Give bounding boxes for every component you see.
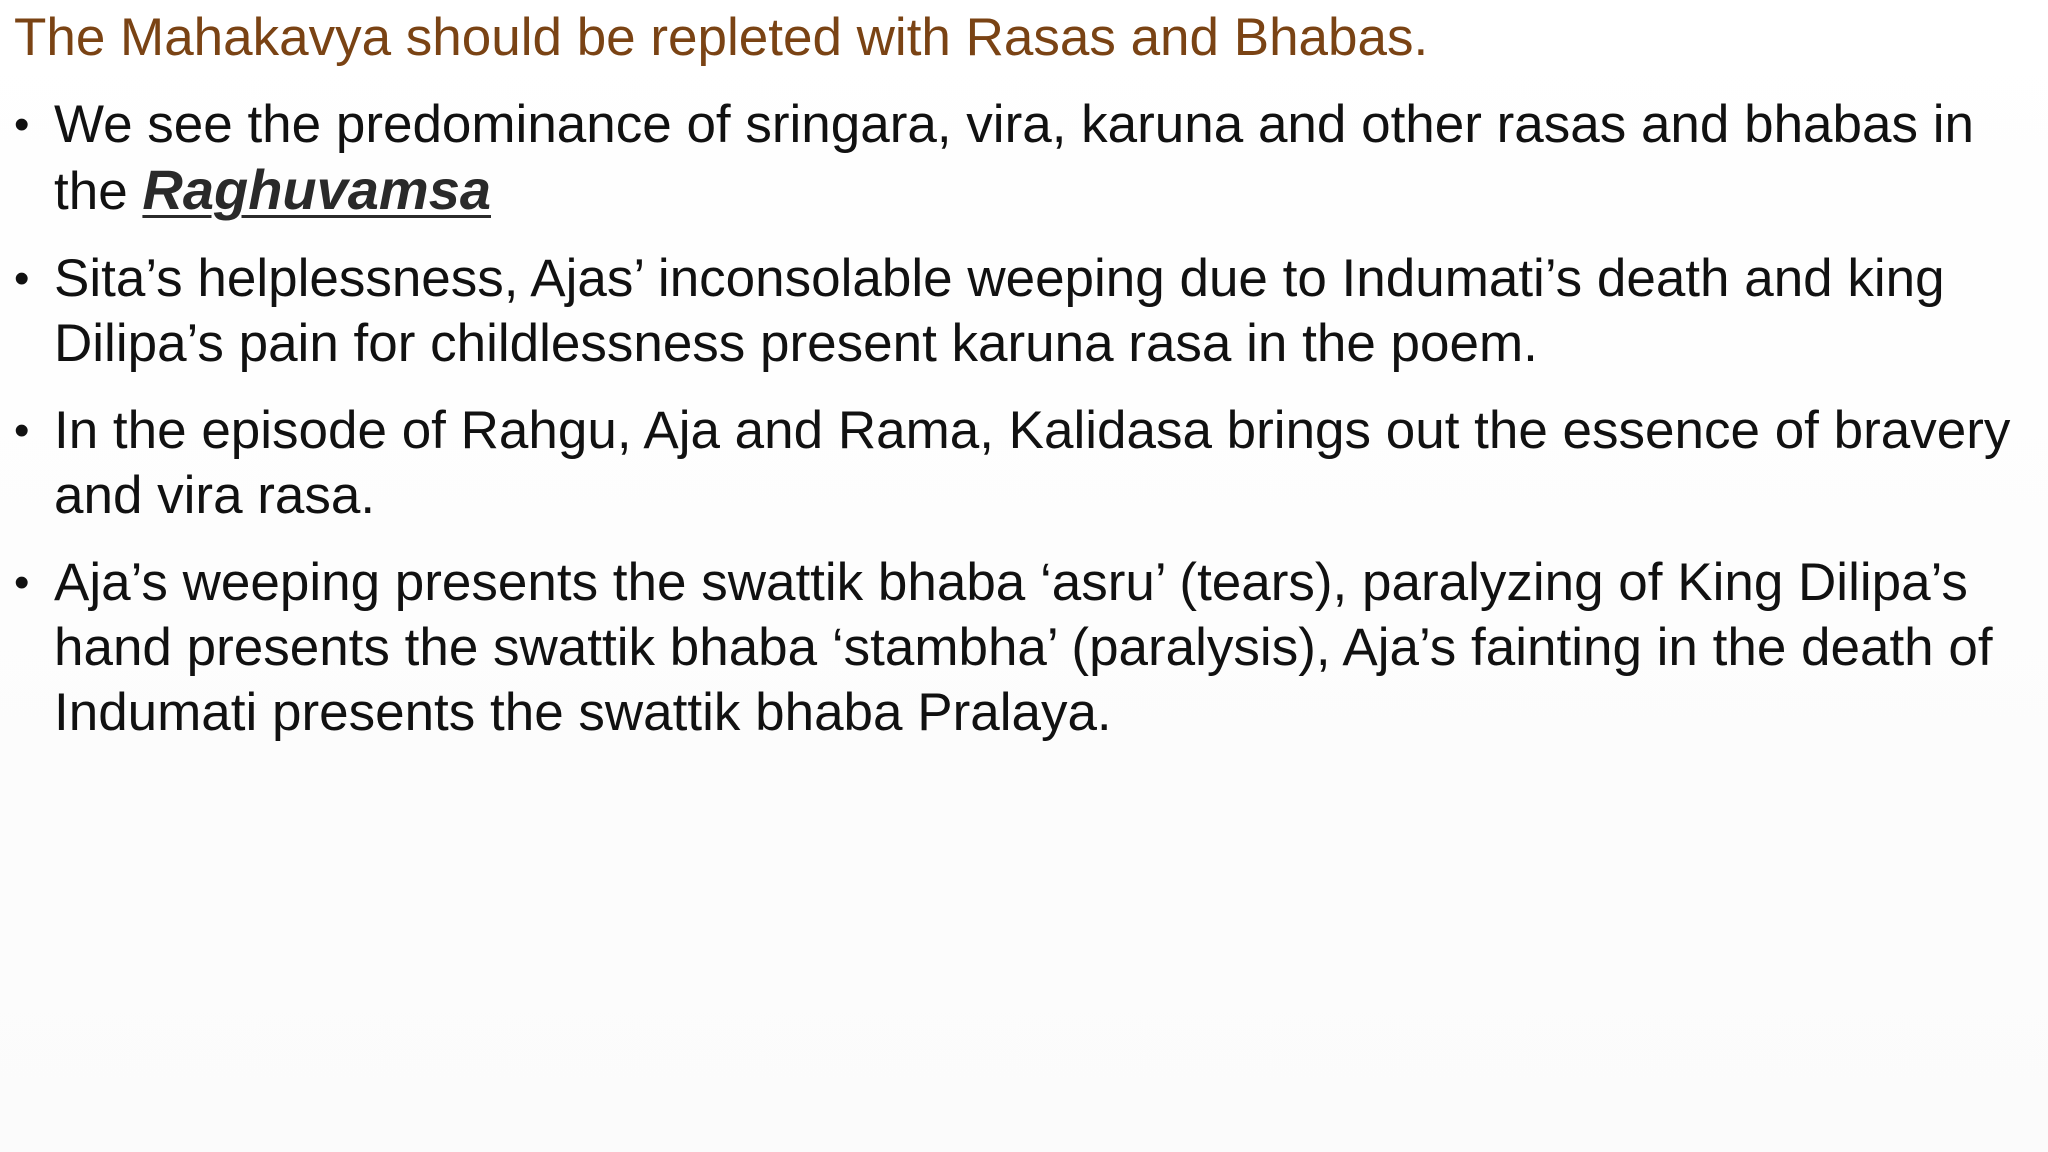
bullet-text: In the episode of Rahgu, Aja and Rama, Kalidasa brings out the essence of bravery and vira rasa. [54,401,2011,525]
bullet-icon: • [14,406,30,455]
bullet-icon: • [14,558,30,607]
bullet-item-vira [14,398,2034,528]
bullet-text: We see the predominance of sringara, vira, karuna and other rasas and bhabas in the [54,95,1974,221]
bullet-icon: • [14,100,30,149]
slide-title: The Mahakavya should be repleted with Rasas and Bhabas. [14,8,1429,67]
bullet-text: Sita’s helplessness, Ajas’ inconsolable weeping due to Indumati’s death and king Dilipa’s pain for childlessness present karuna rasa in the poem. [54,249,1945,373]
bullet-item-karuna [14,246,2034,376]
bullet-item-raghuvamsa [14,92,2034,224]
bullet-icon: • [14,254,30,303]
raghuvamsa-title: Raghuvamsa [142,158,491,221]
bullet-text: Aja’s weeping presents the swattik bhaba ‘asru’ (tears), paralyzing of King Dilipa’s hand presents the swattik bhaba ‘stambha’ (paralysis), Aja’s fainting in the death of Indumati presents the swattik bhaba Pralaya. [54,553,1993,742]
bullet-item-swattik-bhaba [14,550,2034,745]
bullet-list [14,92,2034,767]
